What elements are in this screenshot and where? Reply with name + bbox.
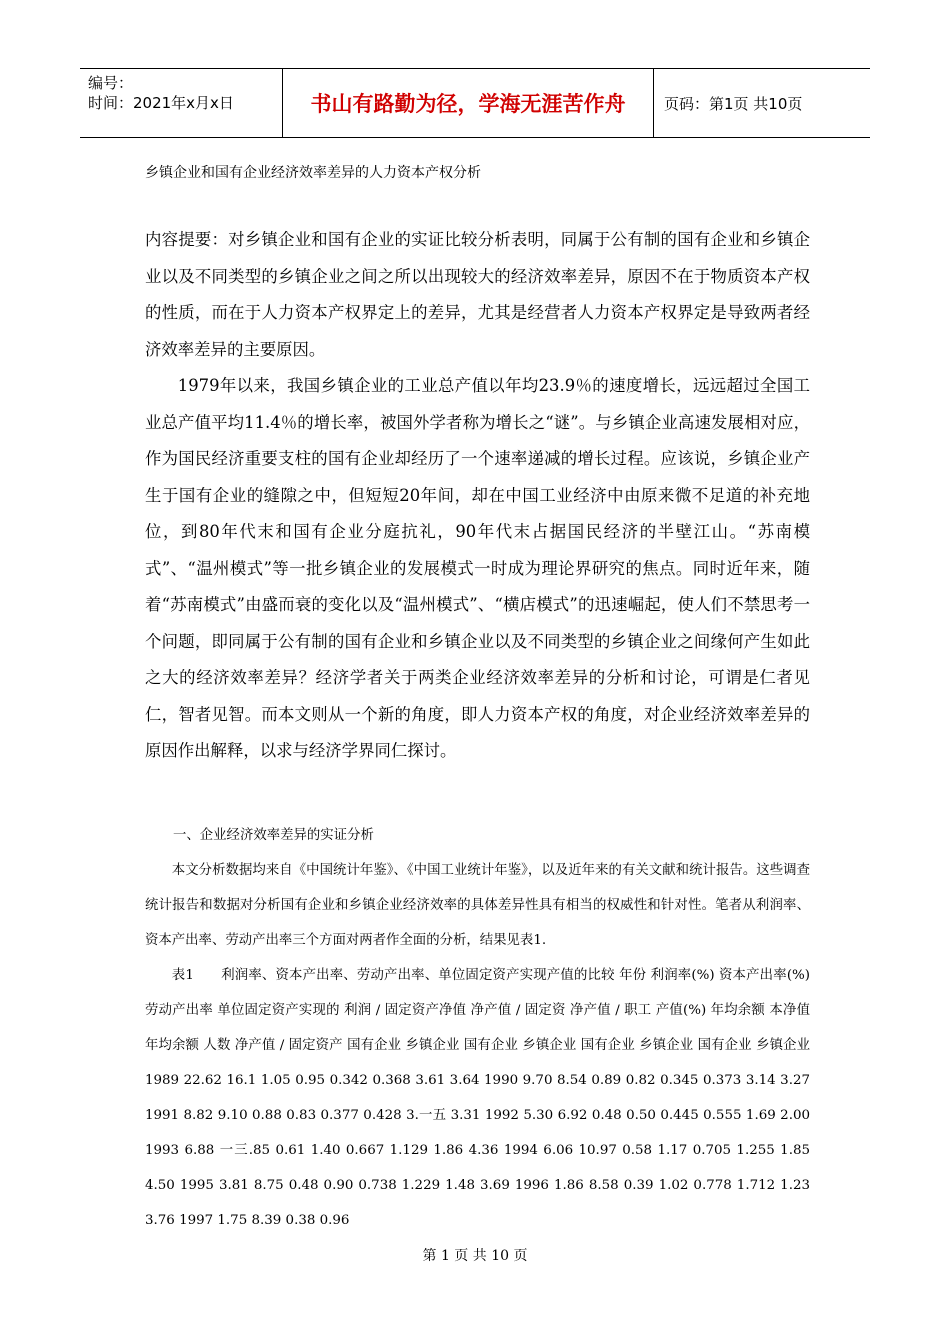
main-body: [145, 222, 810, 770]
header-table: [80, 68, 870, 138]
intro-paragraph: 1979年以来，我国乡镇企业的工业总产值以年均23.9％的速度增长，远远超过全国工业总产值平均11.4％的增长率，被国外学者称为增长之“谜”。与乡镇企业高速发展相对应，作为国民经济重要支柱的国有企业却经历了一个速率递减的增长过程。应该说，乡镇企业产生于国有企业的缝隙之中，但短短20年间，却在中国工业经济中由原来微不足道的补充地位，到80年代末和国有企业分庭抗礼，90年代末占据国民经济的半壁江山。“苏南模式”、“温州模式”等一批乡镇企业的发展模式一时成为理论界研究的焦点。同时近年来，随着“苏南模式”由盛而衰的变化以及“温州模式”、“横店模式”的迅速崛起，使人们不禁思考一个问题，即同属于公有制的国有企业和乡镇企业以及不同类型的乡镇企业之间缘何产生如此之大的经济效率差异？经济学者关于两类企业经济效率差异的分析和讨论，可谓是仁者见仁，智者见智。而本文则从一个新的角度，即人力资本产权的角度，对企业经济效率差异的原因作出解释，以求与经济学界同仁探讨。: [145, 376, 810, 760]
table-inline-text: 表1 利润率、资本产出率、劳动产出率、单位固定资产实现产值的比较 年份 利润率(%) 资本产出率(%) 劳动产出率 单位固定资产实现的 利润 / 固定资产净值 净产值 / 固定资 净产值 / 职工 产值(%) 年均余额 本净值年均余额 人数 净产值 / 固定资产 国有企业 乡镇企业 国有企业 乡镇企业 国有企业 乡镇企业 国有企业 乡镇企业 1989 22.62 16.1 1.05 0.95 0.342 0.368 3.61 3.64 1990 9.70 8.54 0.89 0.82 0.345 0.373 3.14 3.27 1991 8.82 9.10 0.88 0.83 0.377 0.428 3.一五 3.31 1992 5.30 6.92 0.48 0.50 0.445 0.555 1.69 2.00 1993 6.88 一三.85 0.61 1.40 0.667 1.129 1.86 4.36 1994 6.06 10.97 0.58 1.17 0.705 1.255 1.85 4.50 1995 3.81 8.75 0.48 0.90 0.738 1.229 1.48 3.69 1996 1.86 8.58 0.39 1.02 0.778 1.712 1.23 3.76 1997 1.75 8.39 0.38 0.96: [145, 968, 810, 1228]
abstract-paragraph: 内容提要：对乡镇企业和国有企业的实证比较分析表明，同属于公有制的国有企业和乡镇企业以及不同类型的乡镇企业之间之所以出现较大的经济效率差异，原因不在于物质资本产权的性质，而在于人力资本产权界定上的差异，尤其是经营者人力资本产权界定是导致两者经济效率差异的主要原因。: [145, 230, 810, 359]
motto-text: 书山有路勤为径，学海无涯苦作舟: [310, 92, 626, 116]
document-title: 乡镇企业和国有企业经济效率差异的人力资本产权分析: [145, 165, 481, 181]
page-label: 页码：第1页 共10页: [664, 94, 803, 113]
page-footer: 第 1 页 共 10 页: [422, 1248, 528, 1264]
section-heading: 一、企业经济效率差异的实证分析: [173, 828, 374, 843]
time-label: 时间：2021年x月x日: [88, 94, 234, 112]
section-body: [145, 818, 810, 1238]
header-motto-cell: [282, 69, 654, 137]
section-paragraph: 本文分析数据均来自《中国统计年鉴》、《中国工业统计年鉴》，以及近年来的有关文献和统计报告。这些调查统计报告和数据对分析国有企业和乡镇企业经济效率的具体差异性具有相当的权威性和针对性。笔者从利润率、资本产出率、劳动产出率三个方面对两者作全面的分析，结果见表1.: [145, 863, 810, 948]
header-page-cell: [654, 69, 870, 137]
number-label: 编号：: [88, 74, 134, 92]
header-info-cell: [80, 69, 282, 137]
